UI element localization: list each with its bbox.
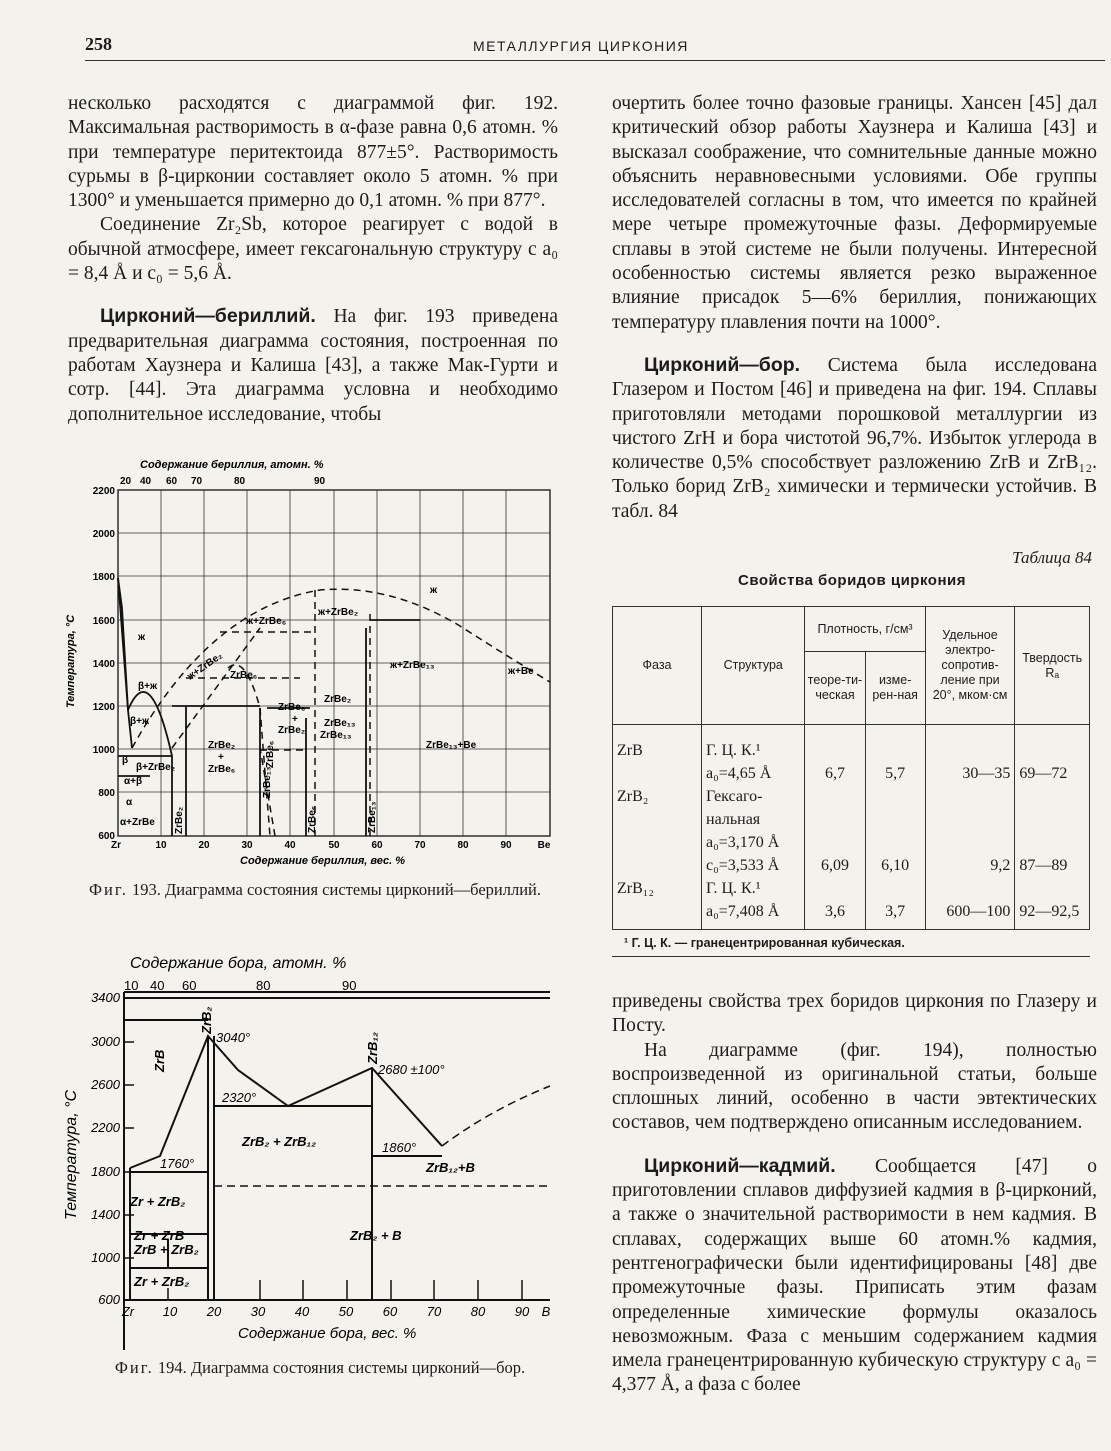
tick-label: 3400 [91,990,120,1005]
phase-label: ZrBe₆ [208,764,236,775]
phase-label: α [126,797,133,808]
table-row: ZrB₂ Гексаго- [613,785,1090,808]
table-row: a₀=4,65 Å 6,7 5,7 30—35 69—72 [613,762,1090,785]
phase-label: ZrB₁₂+B [426,1160,475,1175]
top-axis-label: Содержание бериллия, атомн. % [140,459,324,471]
tick-label: 2200 [91,1120,120,1135]
phase-label: ж+ZrBe₂ [318,607,359,618]
tick-label: 1600 [92,616,115,627]
paragraph: приведены свойства трех боридов циркония по Глазеру и Посту. [612,991,1097,1037]
phase-label: ZrBe₁₃ [262,766,273,798]
tick-label: 80 [234,476,246,487]
temperature-label: 3040° [216,1030,251,1045]
phase-label: β+ж [130,716,150,727]
bottom-axis-label: Содержание бора, вес. % [238,1325,417,1342]
phase-label: ZrBe₁₃ [324,718,356,729]
phase-label: Zr + ZrB [134,1228,185,1243]
tick-label: 40 [284,840,296,851]
phase-label: + [218,752,224,763]
page-number: 258 [85,34,112,54]
tick-label: 70 [426,1304,442,1319]
tick-label: 1000 [92,745,115,756]
phase-label: α+β [124,776,143,787]
phase-label: β+ж [138,681,158,692]
tick-label: Zr [111,840,121,851]
table-row: ZrB Г. Ц. К.¹ [613,725,1090,763]
figure-194-phase-diagram [60,950,560,1350]
phase-label: ZrB + ZrB₂ [134,1242,199,1257]
left-axis-label: Температура, °С [65,614,77,708]
tick-label: 60 [166,476,178,487]
phase-label: β [122,755,129,766]
table-title: Свойства боридов циркония [738,572,966,589]
tick-label: 2600 [91,1077,120,1092]
tick-label: 1800 [92,572,115,583]
figure-193-phase-diagram [60,448,560,878]
tick-label: 1800 [91,1164,120,1179]
tick-label: 2000 [92,529,115,540]
column-header: Фаза [613,607,702,725]
tick-label: 10 [162,1304,178,1319]
phase-label: Zr + ZrB₂ [134,1274,190,1289]
column-header: Твердость Rₐ [1015,607,1090,725]
tick-label: 800 [98,788,115,799]
tick-label: Be [537,840,551,851]
page-header [85,30,1085,60]
paragraph: Цирконий—бор. Система была исследована Глазером и Постом [46] и приведена на фиг. 194. Сплавы приготовляли методами порошковой металлургии из чистого ZrH и бора чистотой 96,7%. Избыток углерода в количестве 0,5% способствует разложению ZrB и ZrB₁₂. Только борид ZrB₂ химически и термически устойчив. В табл. 84 [612,353,1097,522]
x-tick-marks [168,1280,522,1300]
table-row: c₀=3,533 Å 6,09 6,10 9,2 87—89 [613,854,1090,877]
paragraph: Цирконий—бериллий. На фиг. 193 приведена предварительная диаграмма состояния, построенная по работам Хаузнера и Калиша [43], а также Мак-Гурти и сотр. [44]. Эта диаграмма условна и необходимо дополнительное исследование, чтобы [68,305,558,425]
paragraph: очертить более точно фазовые границы. Хансен [45] дал критический обзор работы Хаузнера и Калиша [43] и высказал соображение, что сомнительные данные можно объяснить неравновесными условиями. Обе группы исследователей согласны в том, что имеется по крайней мере четыре промежуточные фазы. Деформируемые сплавы в этой системе не были получены. Интересной особенностью системы является резко выраженное влияние присадок 5—6% бериллия, понижающих температуру плавления почти на 1000°. [612,93,1097,333]
tick-label: 1200 [92,702,115,713]
tick-label: 90 [514,1304,530,1319]
tick-label: 50 [328,840,340,851]
phase-label: ZrBe₂ [324,694,352,705]
tick-label: 30 [241,840,253,851]
phase-label: ж [138,632,146,643]
phase-label: ZrB [152,1049,167,1072]
tick-label: 10 [124,978,139,993]
boride-properties-table [612,606,1090,930]
tick-label: 1400 [92,659,115,670]
tick-label: Zr [121,1304,135,1319]
phase-label: ZrBe₁₃ [367,801,378,833]
phase-label: ZrBe₆ [265,740,276,768]
table-row: a₀=7,408 Å 3,6 3,7 600—100 92—92,5 [613,900,1090,930]
table-row: нальная [613,808,1090,831]
temperature-label: 2320° [222,1090,257,1105]
tick-label: 600 [98,1292,120,1307]
phase-label: + [292,714,298,725]
table-row: ZrB₁₂ Г. Ц. К.¹ [613,877,1090,900]
tick-label: 40 [150,978,165,993]
phase-label: ZrBe₂ [278,725,306,736]
tick-label: 60 [371,840,383,851]
tick-label: 600 [98,831,115,842]
temperature-label: 1860° [382,1140,417,1155]
phase-label: ZrB₂ + B [350,1228,402,1243]
phase-label: β+ZrBe₂ [136,762,176,773]
right-column-text-lower [612,990,1097,1398]
phase-label: ж+ZrBe₂ [185,650,225,683]
paragraph: Соединение Zr₂Sb, которое реагирует с водой в обычной атмосфере, имеет гексагональную структуру с a₀ = 8,4 Å и c₀ = 5,6 Å. [68,214,558,285]
column-header: Плотность, г/см³ [805,607,925,652]
phase-label: ZrB₁₂ [365,1032,380,1064]
column-header: теоре-ти-ческая [805,652,865,725]
figure-194-caption: Фиг. 194. Диаграмма состояния системы цирконий—бор. [114,1358,526,1377]
tick-label: 2200 [92,486,115,497]
phase-label: ZrBe₆ [307,805,318,833]
top-ticks [124,978,356,993]
column-header: изме-рен-ная [865,652,925,725]
tick-label: 20 [120,476,132,487]
phase-label: ZrBe₆ [230,670,258,681]
top-ticks [120,476,326,487]
dashed-phase-lines [132,589,550,836]
phase-label: ZrB₂ + ZrB₁₂ [242,1134,317,1149]
column-header: Структура [702,607,805,725]
phase-label: ZrBe₂ [208,740,236,751]
temperature-label: 2680 ±100° [378,1062,445,1077]
tick-label: 70 [191,476,203,487]
phase-label: ZrBe₁₃+Be [426,740,477,751]
running-head: МЕТАЛЛУРГИЯ ЦИРКОНИЯ [473,38,689,54]
tick-label: 60 [182,978,197,993]
gridlines [118,490,550,836]
tick-label: 3000 [91,1034,120,1049]
tick-label: 90 [314,476,326,487]
paragraph: несколько расходятся с диаграммой фиг. 192. Максимальная растворимость в α-фазе равна 0,6 атомн. % при температуре перитектоида 877±5°. Растворимость сурьмы в β-цирконии составляет около 5 атомн. % при 1300° и уменьшается примерно до 0,1 атомн. % при 877°. [68,93,558,212]
paragraph: Цирконий—кадмий. Сообщается [47] о приготовлении сплавов диффузией кадмия в β-цирконий, а также о значительной растворимости в нем кадмия. В сплавах, содержащих выше 60 атомн.% кадмия, рентгенографически были идентифицированы [48] две промежуточные фазы. Приписать этим фазам определенные химические формулы оказалось невозможным. Фаза с меньшим содержанием кадмия имела гранецентрированную кубическую структуру с a₀ = 4,377 Å, а фаза с более [612,1154,1097,1396]
bottom-axis-label: Содержание бериллия, вес. % [240,855,406,867]
temperature-label: 1760° [160,1156,195,1171]
table-number: Таблица 84 [1012,548,1092,567]
bottom-ticks [111,840,551,851]
column-header: Удельное электро-сопротив-ление при 20°, мком·см [925,607,1015,725]
phase-label: ZrBe₁₃ [320,730,352,741]
table-footnote: ¹ Г. Ц. К. — гранецентрированная кубическая. [612,932,1090,957]
header-rule [85,60,1105,61]
tick-label: B [541,1304,551,1319]
phase-labels [120,585,534,834]
section-heading: Цирконий—бор. [644,353,801,376]
tick-label: 80 [470,1304,486,1319]
y-ticks [90,990,121,1307]
tick-label: 80 [256,978,271,993]
tick-label: 40 [140,476,152,487]
tick-label: 90 [500,840,512,851]
tick-label: 60 [382,1304,398,1319]
y-ticks [93,486,116,842]
figure-193-caption: Фиг. 193. Диаграмма состояния системы цирконий—бериллий. [88,880,542,899]
tick-label: 90 [342,978,357,993]
phase-label: α+ZrBe [120,817,155,828]
left-axis-label: Температура, °С [63,1089,80,1220]
tick-label: 80 [457,840,469,851]
phase-label: ZrB₂ [199,1006,214,1034]
paragraph: На диаграмме (фиг. 194), полностью воспроизведенной из оригинальной статьи, больше сплошных линий, особенно в части эвтектических составов, чем подтверждено описанным исследованием. [612,1039,1097,1134]
section-heading: Цирконий—кадмий. [644,1154,836,1177]
phase-label: ZrBe₆ [278,702,306,713]
right-column-text [612,92,1097,524]
top-axis-label: Содержание бора, атомн. % [130,955,347,972]
left-column-text [68,92,558,427]
phase-labels [129,1007,475,1289]
tick-label: 1400 [91,1207,120,1222]
tick-label: 10 [155,840,167,851]
bottom-ticks [121,1304,551,1319]
section-heading: Цирконий—бериллий. [100,305,316,328]
tick-label: 30 [250,1304,266,1319]
phase-label: ж [430,585,438,596]
tick-label: 1000 [91,1250,120,1265]
phase-label: ж+ZrBe₆ [246,616,287,627]
phase-label: ж+ZrBe₁₃ [390,660,435,671]
tick-label: 50 [338,1304,354,1319]
tick-label: 20 [198,840,210,851]
phase-label: Zr + ZrB₂ [130,1194,186,1209]
table-row: a₀=3,170 Å [613,831,1090,854]
tick-label: 70 [414,840,426,851]
tick-label: 40 [294,1304,310,1319]
phase-label: ж+Be [508,666,534,677]
phase-label: ZrBe₂ [174,806,185,834]
tick-label: 20 [206,1304,222,1319]
